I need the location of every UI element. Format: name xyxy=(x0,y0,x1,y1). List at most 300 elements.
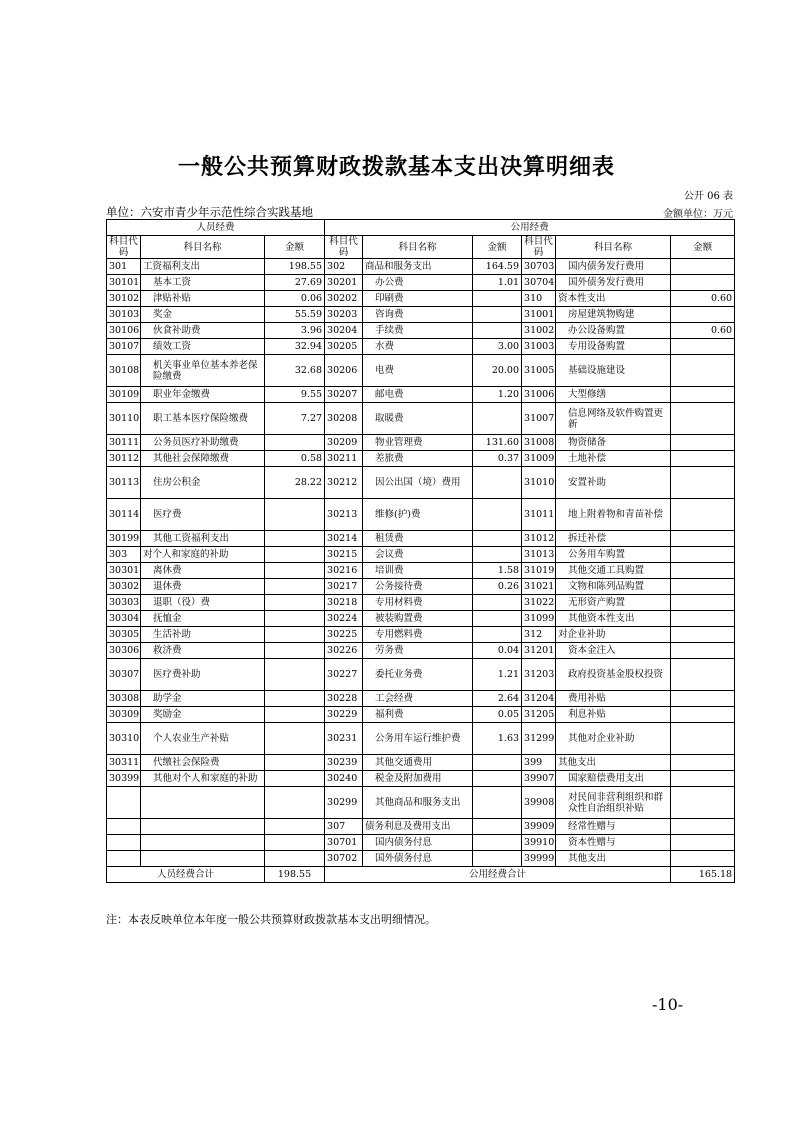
amount-cell xyxy=(671,691,735,707)
code-cell: 30299 xyxy=(325,787,363,819)
name-cell: 办公设备购置 xyxy=(556,323,671,339)
name-cell: 劳务费 xyxy=(363,643,473,659)
table-row xyxy=(107,355,735,387)
amount-cell: 198.55 xyxy=(265,259,325,275)
name-cell: 水费 xyxy=(363,339,473,355)
code-cell: 30702 xyxy=(325,851,363,867)
name-cell: 生活补助 xyxy=(141,627,265,643)
name-cell: 资本性支出 xyxy=(556,291,671,307)
amount-cell xyxy=(473,291,522,307)
code-cell: 301 xyxy=(107,259,141,275)
name-cell: 其他社会保障缴费 xyxy=(141,451,265,467)
header-name: 科目名称 xyxy=(363,236,473,259)
amount-cell: 3.96 xyxy=(265,323,325,339)
amount-cell xyxy=(473,835,522,851)
amount-cell xyxy=(671,355,735,387)
code-cell: 30106 xyxy=(107,323,141,339)
amount-cell: 1.63 xyxy=(473,723,522,755)
table-row xyxy=(107,579,735,595)
code-cell: 303 xyxy=(107,547,141,563)
code-cell: 39907 xyxy=(522,771,556,787)
table-row xyxy=(107,531,735,547)
table-row xyxy=(107,755,735,771)
code-cell: 30217 xyxy=(325,579,363,595)
amount-cell: 0.58 xyxy=(265,451,325,467)
table-row xyxy=(107,851,735,867)
name-cell: 医疗费 xyxy=(141,499,265,531)
amount-cell: 0.37 xyxy=(473,451,522,467)
code-cell: 30201 xyxy=(325,275,363,291)
code-cell: 30107 xyxy=(107,339,141,355)
table-row xyxy=(107,691,735,707)
name-cell: 大型修缮 xyxy=(556,387,671,403)
code-cell: 30701 xyxy=(325,835,363,851)
name-cell: 其他支出 xyxy=(556,851,671,867)
code-cell: 30224 xyxy=(325,611,363,627)
code-cell: 30103 xyxy=(107,307,141,323)
code-cell: 39910 xyxy=(522,835,556,851)
name-cell: 对个人和家庭的补助 xyxy=(141,547,265,563)
name-cell: 邮电费 xyxy=(363,387,473,403)
amount-cell xyxy=(671,643,735,659)
table-row xyxy=(107,707,735,723)
code-cell: 31299 xyxy=(522,723,556,755)
amount-cell xyxy=(671,787,735,819)
code-cell: 30229 xyxy=(325,707,363,723)
code-cell: 39909 xyxy=(522,819,556,835)
amount-cell: 131.60 xyxy=(473,435,522,451)
amount-cell xyxy=(671,275,735,291)
name-cell: 工资福利支出 xyxy=(141,259,265,275)
name-cell: 专用材料费 xyxy=(363,595,473,611)
table-row xyxy=(107,787,735,819)
amount-cell: 0.05 xyxy=(473,707,522,723)
amount-cell: 0.04 xyxy=(473,643,522,659)
table-row xyxy=(107,339,735,355)
amount-cell: 9.55 xyxy=(265,387,325,403)
code-cell xyxy=(107,835,141,851)
table-row xyxy=(107,499,735,531)
amount-cell: 32.68 xyxy=(265,355,325,387)
name-cell: 土地补偿 xyxy=(556,451,671,467)
code-cell: 31201 xyxy=(522,643,556,659)
name-cell: 福利费 xyxy=(363,707,473,723)
table-row xyxy=(107,723,735,755)
amount-cell: 28.22 xyxy=(265,467,325,499)
page-number: -10- xyxy=(652,995,684,1014)
amount-cell xyxy=(265,435,325,451)
table-row xyxy=(107,643,735,659)
code-cell: 31013 xyxy=(522,547,556,563)
table-number: 公开 06 表 xyxy=(683,191,733,202)
header-name: 科目名称 xyxy=(556,236,671,259)
public-total-amount: 165.18 xyxy=(671,867,735,883)
code-cell: 310 xyxy=(522,291,556,307)
code-cell: 302 xyxy=(325,259,363,275)
code-cell: 30227 xyxy=(325,659,363,691)
name-cell: 其他工资福利支出 xyxy=(141,531,265,547)
table-row xyxy=(107,467,735,499)
amount-cell xyxy=(473,611,522,627)
name-cell: 退职（役）费 xyxy=(141,595,265,611)
amount-cell: 55.59 xyxy=(265,307,325,323)
amount-cell xyxy=(473,307,522,323)
code-cell: 31010 xyxy=(522,467,556,499)
table-row xyxy=(107,387,735,403)
table-row xyxy=(107,323,735,339)
amount-cell xyxy=(671,595,735,611)
name-cell: 差旅费 xyxy=(363,451,473,467)
totals-row xyxy=(107,867,735,883)
code-cell: 312 xyxy=(522,627,556,643)
amount-cell xyxy=(473,755,522,771)
name-cell: 国外债务发行费用 xyxy=(556,275,671,291)
name-cell: 公务用车运行维护费 xyxy=(363,723,473,755)
code-cell: 31021 xyxy=(522,579,556,595)
table-row xyxy=(107,771,735,787)
name-cell: 抚恤金 xyxy=(141,611,265,627)
table-row xyxy=(107,819,735,835)
name-cell: 物业管理费 xyxy=(363,435,473,451)
table-row xyxy=(107,275,735,291)
amount-cell xyxy=(671,563,735,579)
code-cell: 30239 xyxy=(325,755,363,771)
amount-cell xyxy=(671,467,735,499)
amount-cell xyxy=(671,387,735,403)
amount-cell: 20.00 xyxy=(473,355,522,387)
name-cell: 绩效工资 xyxy=(141,339,265,355)
code-cell: 31012 xyxy=(522,531,556,547)
name-cell xyxy=(141,787,265,819)
table-row xyxy=(107,627,735,643)
amount-cell xyxy=(265,531,325,547)
code-cell: 30206 xyxy=(325,355,363,387)
code-cell: 30302 xyxy=(107,579,141,595)
header-code: 科目代码 xyxy=(107,236,141,259)
name-cell: 代缴社会保险费 xyxy=(141,755,265,771)
name-cell: 医疗费补助 xyxy=(141,659,265,691)
table-row xyxy=(107,547,735,563)
name-cell: 资本金注入 xyxy=(556,643,671,659)
amount-cell: 0.06 xyxy=(265,291,325,307)
code-cell: 30231 xyxy=(325,723,363,755)
name-cell: 利息补贴 xyxy=(556,707,671,723)
amount-cell xyxy=(265,771,325,787)
name-cell: 公务用车购置 xyxy=(556,547,671,563)
table-row xyxy=(107,659,735,691)
name-cell: 费用补贴 xyxy=(556,691,671,707)
amount-cell xyxy=(671,435,735,451)
name-cell: 离休费 xyxy=(141,563,265,579)
name-cell: 工会经费 xyxy=(363,691,473,707)
code-cell: 30209 xyxy=(325,435,363,451)
code-cell: 31204 xyxy=(522,691,556,707)
amount-cell xyxy=(473,403,522,435)
amount-cell xyxy=(265,755,325,771)
name-cell: 基础设施建设 xyxy=(556,355,671,387)
amount-cell xyxy=(265,563,325,579)
code-cell: 31005 xyxy=(522,355,556,387)
amount-cell xyxy=(473,323,522,339)
name-cell: 会议费 xyxy=(363,547,473,563)
name-cell: 印刷费 xyxy=(363,291,473,307)
name-cell: 对民间非营利组织和群众性自治组织补贴 xyxy=(556,787,671,819)
name-cell: 助学金 xyxy=(141,691,265,707)
code-cell: 30309 xyxy=(107,707,141,723)
name-cell: 经常性赠与 xyxy=(556,819,671,835)
amount-cell xyxy=(265,835,325,851)
amount-cell: 0.60 xyxy=(671,323,735,339)
code-cell: 31205 xyxy=(522,707,556,723)
amount-cell xyxy=(671,659,735,691)
name-cell xyxy=(141,819,265,835)
amount-cell: 1.58 xyxy=(473,563,522,579)
amount-cell: 1.01 xyxy=(473,275,522,291)
amount-cell: 2.64 xyxy=(473,691,522,707)
amount-cell xyxy=(671,547,735,563)
code-cell: 30218 xyxy=(325,595,363,611)
amount-cell xyxy=(265,547,325,563)
code-cell: 30101 xyxy=(107,275,141,291)
code-cell: 31002 xyxy=(522,323,556,339)
code-cell: 30310 xyxy=(107,723,141,755)
code-cell: 31001 xyxy=(522,307,556,323)
code-cell: 30102 xyxy=(107,291,141,307)
name-cell: 委托业务费 xyxy=(363,659,473,691)
name-cell: 职业年金缴费 xyxy=(141,387,265,403)
name-cell: 其他商品和服务支出 xyxy=(363,787,473,819)
amount-cell: 0.60 xyxy=(671,291,735,307)
amount-cell xyxy=(473,787,522,819)
header-code: 科目代码 xyxy=(522,236,556,259)
name-cell: 无形资产购置 xyxy=(556,595,671,611)
code-cell: 30203 xyxy=(325,307,363,323)
money-unit-label: 金额单位：万元 xyxy=(663,209,733,220)
amount-cell xyxy=(473,499,522,531)
table-row xyxy=(107,835,735,851)
name-cell: 奖金 xyxy=(141,307,265,323)
name-cell: 信息网络及软件购置更新 xyxy=(556,403,671,435)
name-cell: 政府投资基金股权投资 xyxy=(556,659,671,691)
amount-cell xyxy=(265,723,325,755)
code-cell: 31007 xyxy=(522,403,556,435)
header-code: 科目代码 xyxy=(325,236,363,259)
amount-cell xyxy=(671,755,735,771)
name-cell: 国外债务付息 xyxy=(363,851,473,867)
amount-cell xyxy=(671,723,735,755)
amount-cell xyxy=(265,691,325,707)
name-cell: 被装购置费 xyxy=(363,611,473,627)
name-cell: 租赁费 xyxy=(363,531,473,547)
code-cell: 31099 xyxy=(522,611,556,627)
code-cell: 31003 xyxy=(522,339,556,355)
amount-cell xyxy=(265,643,325,659)
name-cell: 取暖费 xyxy=(363,403,473,435)
amount-cell xyxy=(671,259,735,275)
expenditure-table xyxy=(106,219,735,883)
amount-cell xyxy=(265,579,325,595)
name-cell: 基本工资 xyxy=(141,275,265,291)
amount-cell xyxy=(671,403,735,435)
amount-cell: 1.21 xyxy=(473,659,522,691)
code-cell: 307 xyxy=(325,819,363,835)
code-cell: 399 xyxy=(522,755,556,771)
name-cell: 退休费 xyxy=(141,579,265,595)
name-cell: 职工基本医疗保险缴费 xyxy=(141,403,265,435)
group-personnel: 人员经费 xyxy=(107,220,325,236)
name-cell: 国内债务付息 xyxy=(363,835,473,851)
code-cell: 30215 xyxy=(325,547,363,563)
code-cell: 30208 xyxy=(325,403,363,435)
amount-cell xyxy=(265,851,325,867)
amount-cell xyxy=(473,531,522,547)
amount-cell xyxy=(671,707,735,723)
amount-cell xyxy=(671,307,735,323)
name-cell: 机关事业单位基本养老保险缴费 xyxy=(141,355,265,387)
code-cell: 31011 xyxy=(522,499,556,531)
amount-cell xyxy=(671,611,735,627)
amount-cell xyxy=(473,467,522,499)
name-cell: 房屋建筑物购建 xyxy=(556,307,671,323)
name-cell: 物资储备 xyxy=(556,435,671,451)
name-cell: 其他交通费用 xyxy=(363,755,473,771)
code-cell: 30112 xyxy=(107,451,141,467)
name-cell: 其他支出 xyxy=(556,755,671,771)
header-amount: 金额 xyxy=(473,236,522,259)
personnel-total-label: 人员经费合计 xyxy=(107,867,265,883)
header-amount: 金额 xyxy=(265,236,325,259)
name-cell xyxy=(141,851,265,867)
amount-cell: 3.00 xyxy=(473,339,522,355)
column-header-row xyxy=(107,236,735,259)
code-cell: 31019 xyxy=(522,563,556,579)
name-cell: 地上附着物和青苗补偿 xyxy=(556,499,671,531)
code-cell: 39999 xyxy=(522,851,556,867)
code-cell xyxy=(107,819,141,835)
name-cell: 培训费 xyxy=(363,563,473,579)
amount-cell xyxy=(671,819,735,835)
amount-cell xyxy=(671,579,735,595)
code-cell: 30216 xyxy=(325,563,363,579)
name-cell: 其他交通工具购置 xyxy=(556,563,671,579)
name-cell: 公务员医疗补助缴费 xyxy=(141,435,265,451)
name-cell: 安置补助 xyxy=(556,467,671,499)
code-cell: 30207 xyxy=(325,387,363,403)
amount-cell xyxy=(265,595,325,611)
name-cell: 国内债务发行费用 xyxy=(556,259,671,275)
table-row xyxy=(107,435,735,451)
code-cell: 30205 xyxy=(325,339,363,355)
amount-cell xyxy=(265,499,325,531)
name-cell: 办公费 xyxy=(363,275,473,291)
name-cell: 拆迁补偿 xyxy=(556,531,671,547)
amount-cell xyxy=(473,851,522,867)
name-cell: 维修(护)费 xyxy=(363,499,473,531)
code-cell: 30213 xyxy=(325,499,363,531)
amount-cell xyxy=(671,451,735,467)
code-cell: 30109 xyxy=(107,387,141,403)
name-cell: 救济费 xyxy=(141,643,265,659)
table-row xyxy=(107,403,735,435)
code-cell xyxy=(107,851,141,867)
group-public: 公用经费 xyxy=(325,220,735,236)
amount-cell xyxy=(671,499,735,531)
name-cell: 专用设备购置 xyxy=(556,339,671,355)
amount-cell xyxy=(473,595,522,611)
name-cell xyxy=(141,835,265,851)
amount-cell xyxy=(473,627,522,643)
code-cell: 30211 xyxy=(325,451,363,467)
amount-cell xyxy=(671,771,735,787)
header-amount: 金额 xyxy=(671,236,735,259)
name-cell: 手续费 xyxy=(363,323,473,339)
amount-cell xyxy=(265,659,325,691)
name-cell: 津贴补贴 xyxy=(141,291,265,307)
name-cell: 其他对个人和家庭的补助 xyxy=(141,771,265,787)
group-header-row xyxy=(107,220,735,236)
name-cell: 债务利息及费用支出 xyxy=(363,819,473,835)
amount-cell xyxy=(473,547,522,563)
amount-cell xyxy=(265,787,325,819)
code-cell: 30111 xyxy=(107,435,141,451)
table-row xyxy=(107,259,735,275)
code-cell: 30199 xyxy=(107,531,141,547)
name-cell: 文物和陈列品购置 xyxy=(556,579,671,595)
code-cell: 30308 xyxy=(107,691,141,707)
code-cell: 30225 xyxy=(325,627,363,643)
amount-cell xyxy=(671,851,735,867)
code-cell: 30303 xyxy=(107,595,141,611)
amount-cell xyxy=(671,627,735,643)
page-title: 一般公共预算财政拨款基本支出决算明细表 xyxy=(177,155,615,180)
amount-cell xyxy=(671,835,735,851)
footnote: 注：本表反映单位本年度一般公共预算财政拨款基本支出明细情况。 xyxy=(106,913,436,926)
table-row xyxy=(107,611,735,627)
amount-cell: 32.94 xyxy=(265,339,325,355)
amount-cell xyxy=(473,771,522,787)
table-row xyxy=(107,595,735,611)
name-cell: 商品和服务支出 xyxy=(363,259,473,275)
name-cell: 对企业补助 xyxy=(556,627,671,643)
code-cell: 30114 xyxy=(107,499,141,531)
code-cell: 30304 xyxy=(107,611,141,627)
table-row xyxy=(107,307,735,323)
code-cell: 39908 xyxy=(522,787,556,819)
header-name: 科目名称 xyxy=(141,236,265,259)
code-cell: 30704 xyxy=(522,275,556,291)
code-cell: 30307 xyxy=(107,659,141,691)
unit-label: 单位：六安市青少年示范性综合实践基地 xyxy=(106,205,313,219)
name-cell: 因公出国（境）费用 xyxy=(363,467,473,499)
name-cell: 资本性赠与 xyxy=(556,835,671,851)
code-cell xyxy=(107,787,141,819)
name-cell: 住房公积金 xyxy=(141,467,265,499)
amount-cell: 1.20 xyxy=(473,387,522,403)
amount-cell: 7.27 xyxy=(265,403,325,435)
code-cell: 30306 xyxy=(107,643,141,659)
code-cell: 30226 xyxy=(325,643,363,659)
amount-cell xyxy=(265,611,325,627)
name-cell: 个人农业生产补贴 xyxy=(141,723,265,755)
code-cell: 30204 xyxy=(325,323,363,339)
amount-cell: 0.26 xyxy=(473,579,522,595)
amount-cell: 164.59 xyxy=(473,259,522,275)
code-cell: 30113 xyxy=(107,467,141,499)
table-row xyxy=(107,451,735,467)
code-cell: 30110 xyxy=(107,403,141,435)
code-cell: 30301 xyxy=(107,563,141,579)
code-cell: 30240 xyxy=(325,771,363,787)
